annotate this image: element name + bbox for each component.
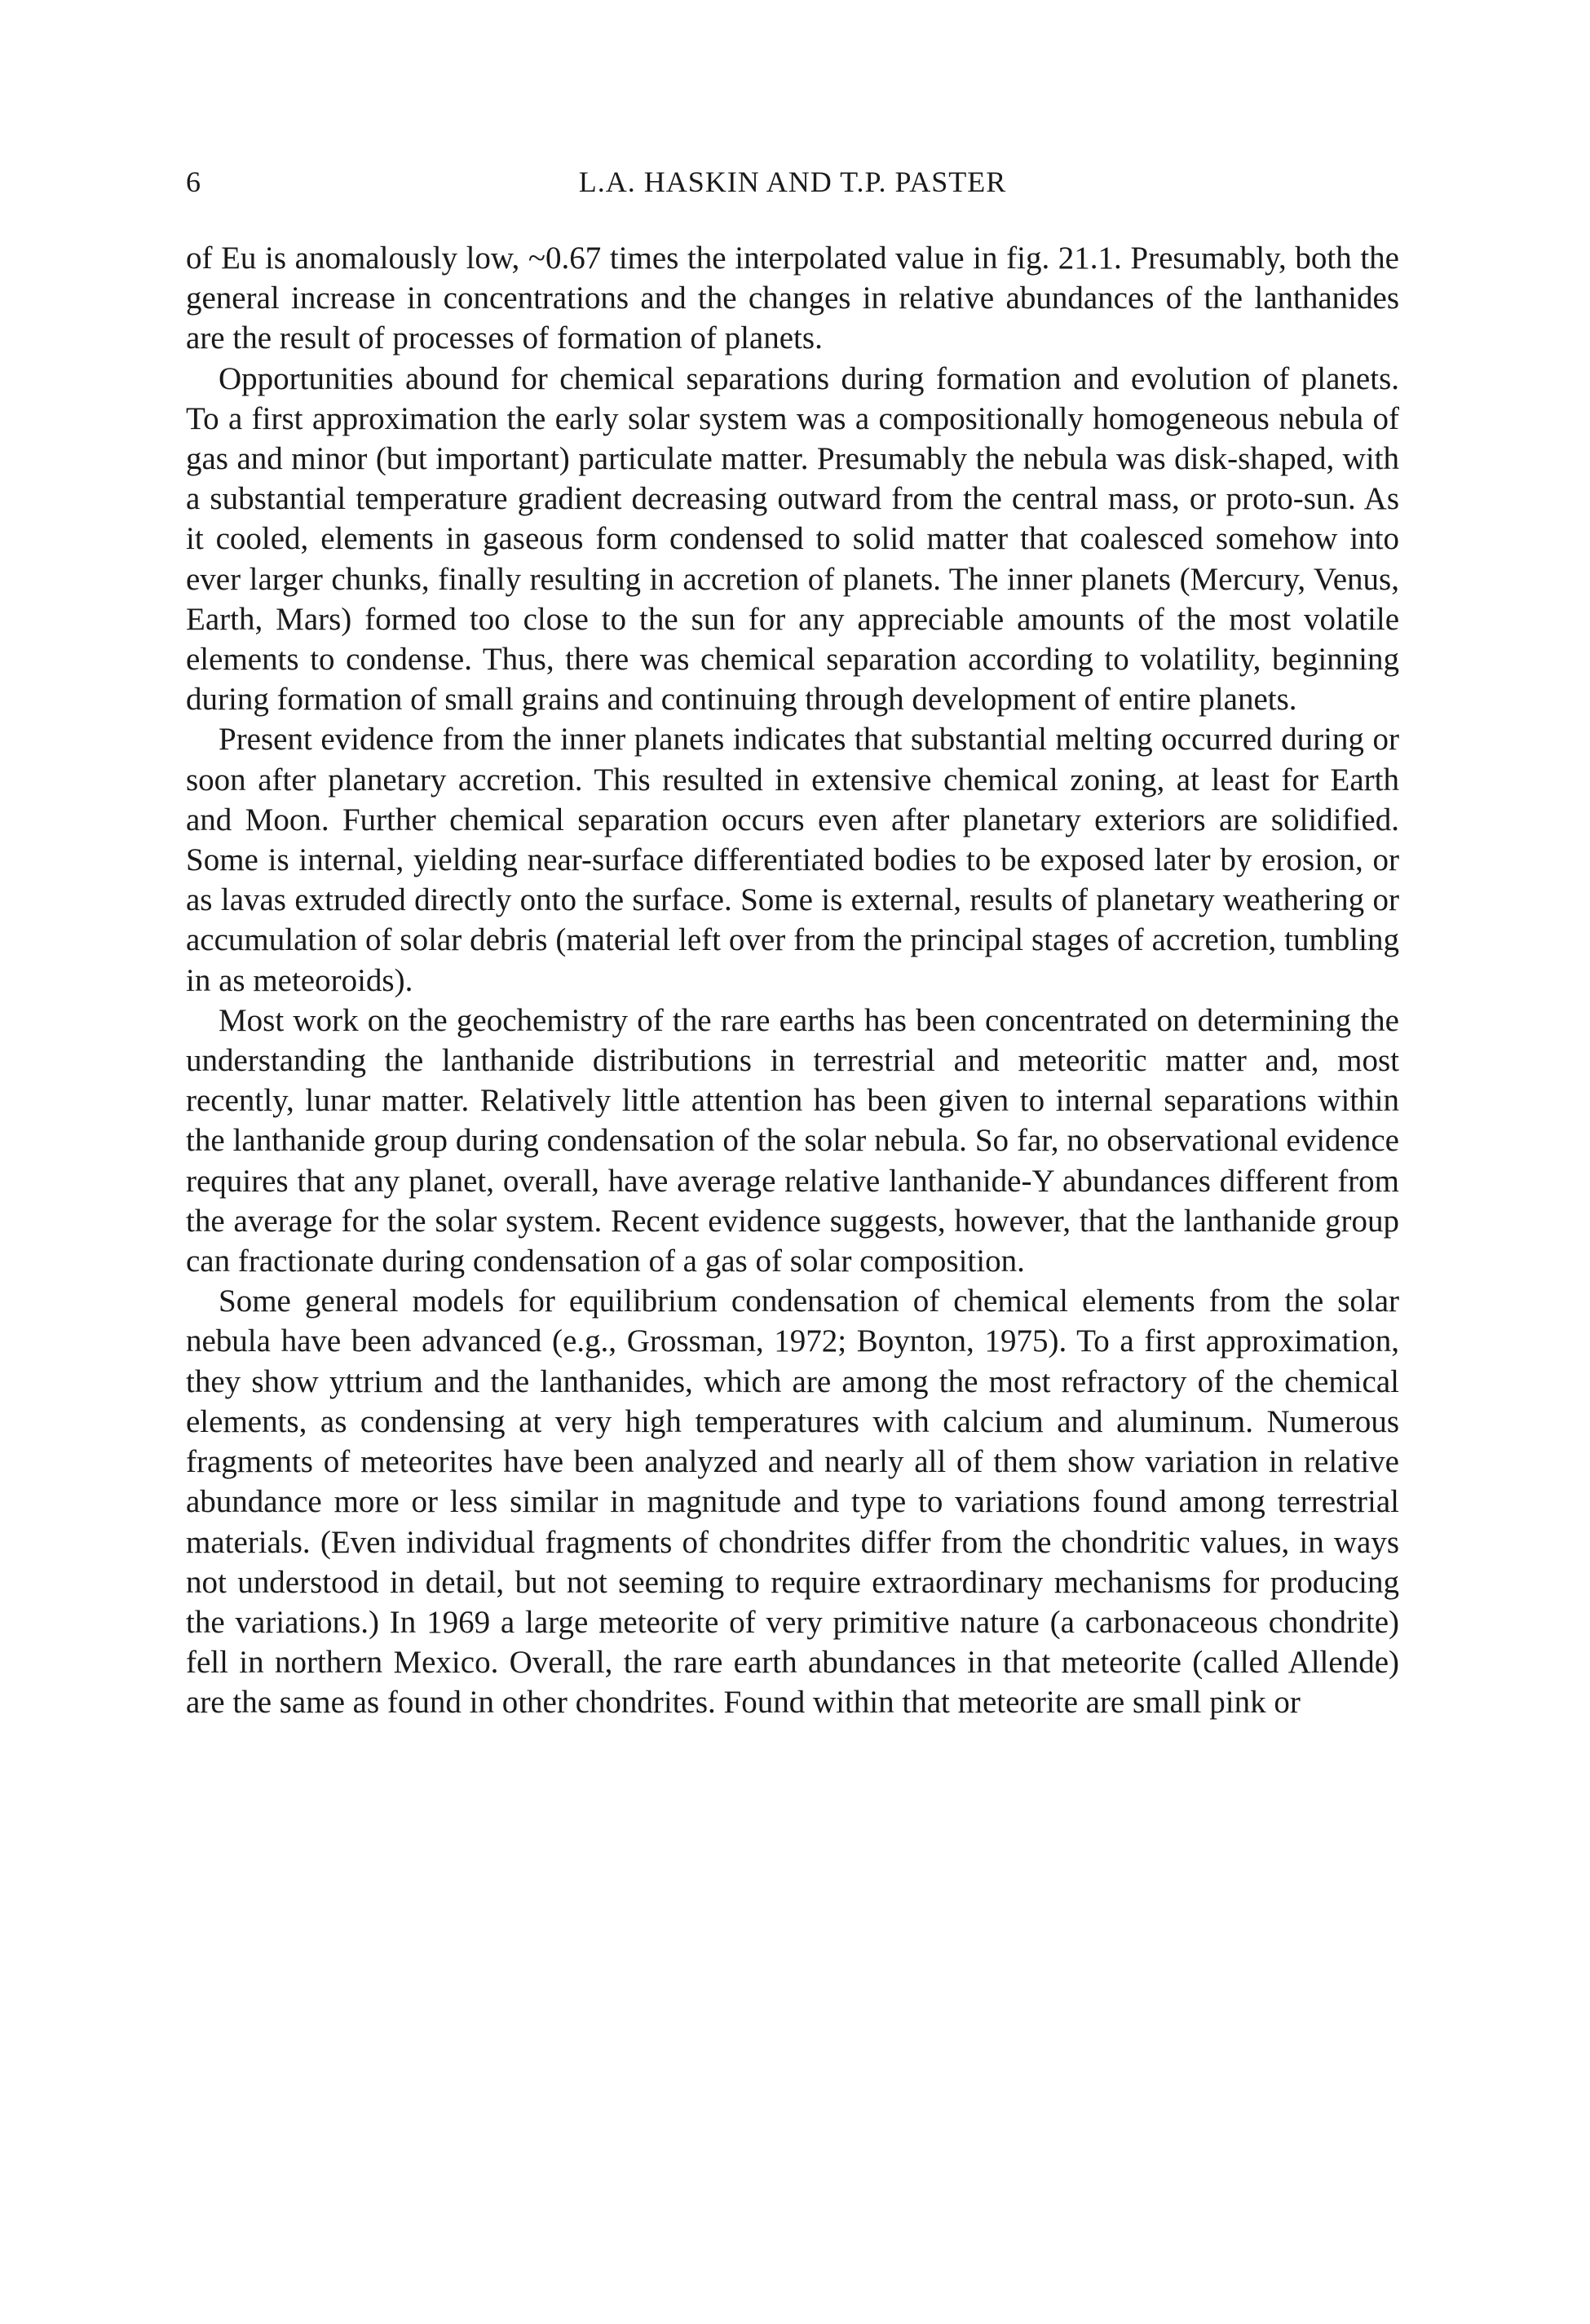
body-text [186, 238, 1399, 1723]
paragraph: Most work on the geochemistry of the rare earths has been concentrated on determining the understanding the lanthanide distributions in terrestrial and meteoritic matter and, most recently, lunar matter. Relatively little attention has been given to internal separations within the lanthanide group during condensation of the solar nebula. So far, no observational evidence requires that any planet, overall, have average relative lanthanide-Y abundances different from the average for the solar system. Recent evidence suggests, however, that the lanthanide group can fractionate during condensation of a gas of solar composition. [186, 1002, 1399, 1279]
paragraph: Opportunities abound for chemical separations during formation and evolution of planets. To a first approximation the early solar system was a compositionally homogeneous nebula of gas and minor (but important) particulate matter. Presumably the nebula was disk-shaped, with a substantial temperature gradient decreasing outward from the central mass, or proto-sun. As it cooled, elements in gaseous form condensed to solid matter that coalesced somehow into ever larger chunks, finally resulting in accretion of planets. The inner planets (Mercury, Venus, Earth, Mars) formed too close to the sun for any appreciable amounts of the most volatile elements to condense. Thus, there was chemical separation according to volatility, beginning during formation of small grains and continuing through development of entire planets. [186, 360, 1399, 718]
paragraph: Some general models for equilibrium condensation of chemical elements from the solar nebula have been advanced (e.g., Grossman, 1972; Boynton, 1975). To a first approximation, they show yttrium and the lanthanides, which are among the most refractory of the chemical elements, as condensing at very high temperatures with calcium and aluminum. Numerous fragments of meteorites have been analyzed and nearly all of them show variation in relative abundance more or less similar in magnitude and type to variations found among terrestrial materials. (Even individual fragments of chondrites differ from the chondritic values, in ways not understood in detail, but not seeming to require extraordinary mechanisms for producing the variations.) In 1969 a large meteorite of very primitive nature (a carbonaceous chondrite) fell in northern Mexico. Overall, the rare earth abundances in that meteorite (called Allende) are the same as found in other chondrites. Found within that meteorite are small pink or [186, 1284, 1399, 1721]
header-authors: L.A. HASKIN AND T.P. PASTER [578, 166, 1007, 198]
paragraph-continuation: of Eu is anomalously low, ~0.67 times the interpolated value in fig. 21.1. Presumably, both the general increase in concentrations and the changes in relative abundances of the lanthanides are the result of processes of formation of planets. [186, 241, 1399, 356]
paragraph: Present evidence from the inner planets indicates that substantial melting occurred during or soon after planetary accretion. This resulted in extensive chemical zoning, at least for Earth and Moon. Further chemical separation occurs even after planetary exteriors are solidified. Some is internal, yielding near-surface differentiated bodies to be exposed later by erosion, or as lavas extruded directly onto the surface. Some is external, results of planetary weathering or accumulation of solar debris (material left over from the principal stages of accretion, tumbling in as meteoroids). [186, 722, 1399, 998]
running-header [186, 163, 1399, 201]
page-number: 6 [186, 166, 201, 198]
